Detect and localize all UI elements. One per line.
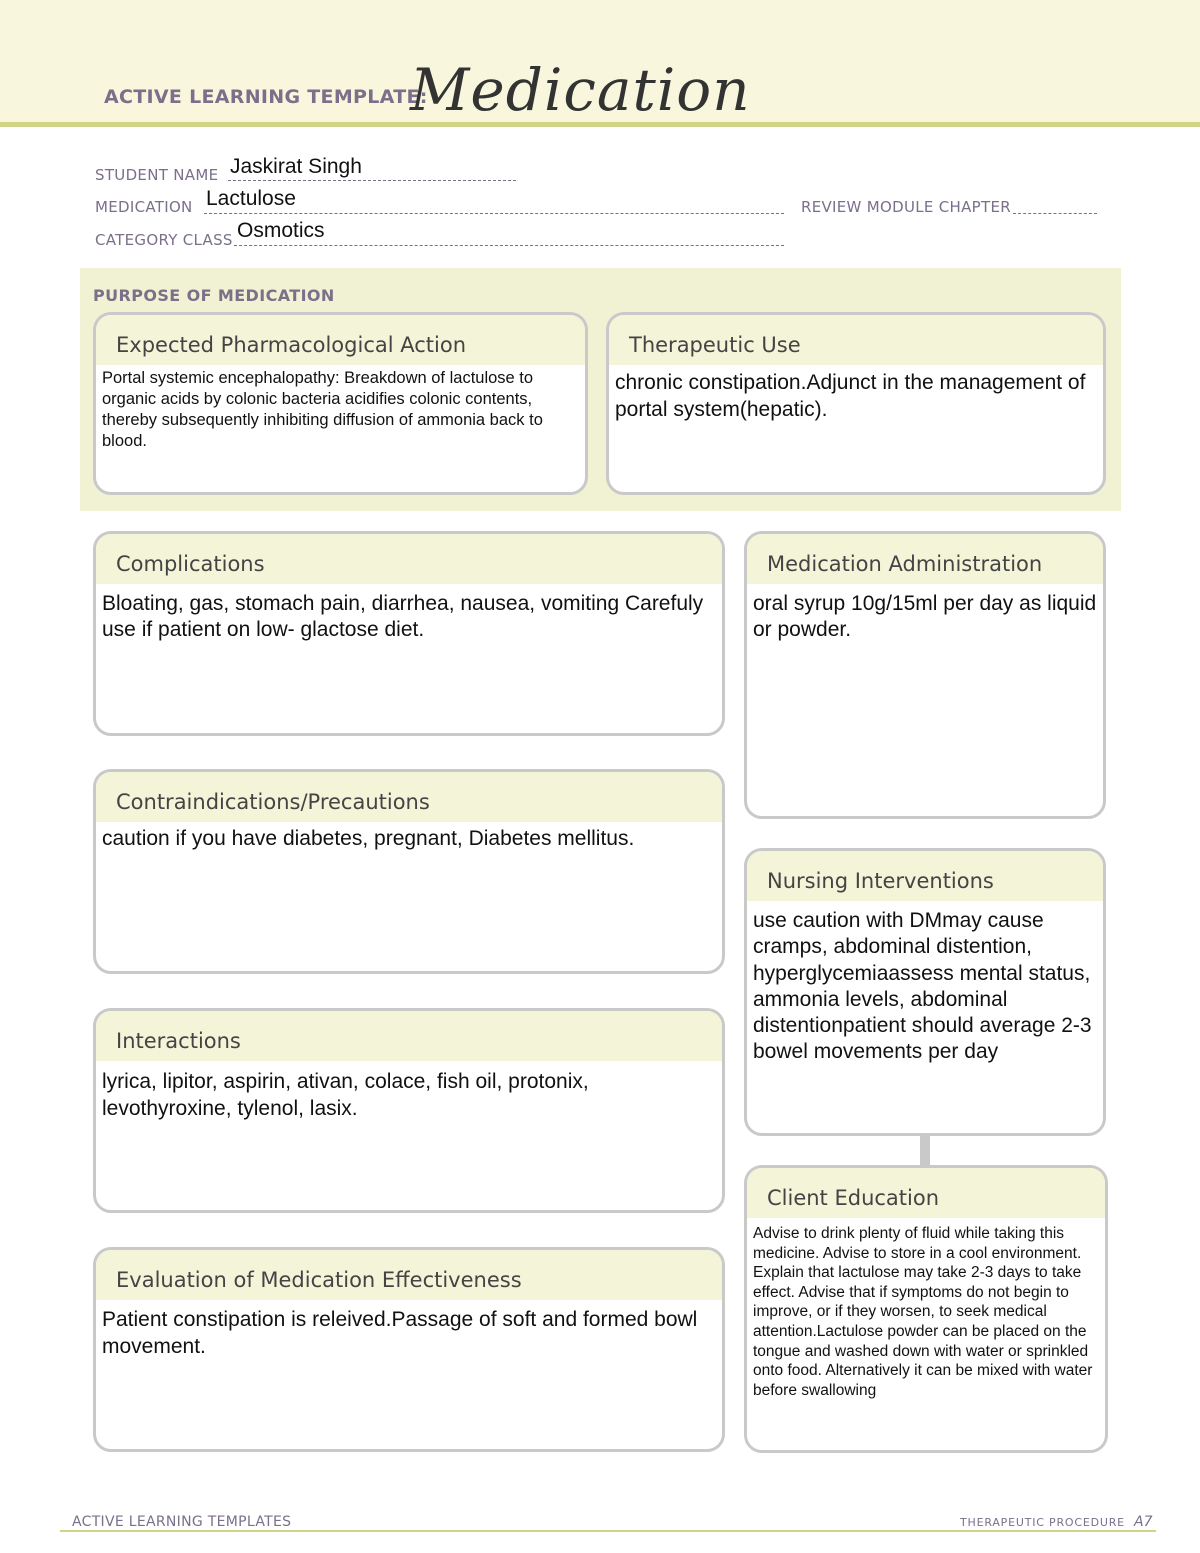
medication-value[interactable]: Lactulose — [206, 187, 296, 210]
expected-action-box — [93, 312, 588, 495]
expected-action-text[interactable]: Portal systemic encephalopathy: Breakdown of lactulose to organic acids by colonic bacteria acidifies colonic contents, thereby subsequently inhibiting diffusion of ammonia back to blood. — [102, 369, 543, 450]
nursing-text[interactable]: use caution with DMmay cause cramps, abdominal distention, hyperglycemiaassess mental status, ammonia levels, abdominal distentionpatient should average 2-3 bowel movements per day — [753, 909, 1092, 1064]
complications-heading: Complications — [96, 534, 722, 584]
medication-underline — [204, 213, 784, 214]
footer-page-number: A7 — [1134, 1514, 1153, 1530]
client-education-box — [744, 1165, 1108, 1453]
administration-text[interactable]: oral syrup 10g/15ml per day as liquid or powder. — [753, 592, 1097, 641]
template-label: ACTIVE LEARNING TEMPLATE: — [104, 86, 428, 108]
complications-box — [93, 531, 725, 736]
footer-left: ACTIVE LEARNING TEMPLATES — [72, 1514, 292, 1530]
client-education-text[interactable]: Advise to drink plenty of fluid while taking this medicine. Advise to store in a cool environment. Explain that lactulose may take 2-3 days to take effect. Advise that if symptoms do not begin to improve, or if they worsen, to seek medical attention.Lactulose powder can be placed on the tongue and washed down with water or sprinkled onto food. Alternatively it can be mixed with water before swallowing — [753, 1225, 1093, 1399]
nursing-heading: Nursing Interventions — [747, 851, 1103, 901]
evaluation-heading: Evaluation of Medication Effectiveness — [96, 1250, 722, 1300]
student-name-value[interactable]: Jaskirat Singh — [230, 155, 362, 178]
category-class-label: CATEGORY CLASS — [95, 231, 233, 249]
review-module-label: REVIEW MODULE CHAPTER — [801, 198, 1011, 216]
student-name-underline — [228, 180, 516, 181]
template-title: Medication — [410, 56, 751, 124]
therapeutic-use-heading: Therapeutic Use — [609, 315, 1103, 365]
contraindications-heading: Contraindications/Precautions — [96, 772, 722, 822]
client-education-heading: Client Education — [747, 1168, 1105, 1218]
therapeutic-use-box — [606, 312, 1106, 495]
administration-heading: Medication Administration — [747, 534, 1103, 584]
complications-text[interactable]: Bloating, gas, stomach pain, diarrhea, nausea, vomiting Carefuly use if patient on low- glactose diet. — [102, 592, 704, 641]
category-class-underline — [234, 245, 784, 246]
category-class-value[interactable]: Osmotics — [237, 219, 325, 242]
contraindications-text[interactable]: caution if you have diabetes, pregnant, Diabetes mellitus. — [102, 827, 635, 850]
interactions-heading: Interactions — [96, 1011, 722, 1061]
nursing-box — [744, 848, 1106, 1136]
administration-box — [744, 531, 1106, 819]
purpose-title: PURPOSE OF MEDICATION — [93, 286, 335, 305]
interactions-box — [93, 1008, 725, 1213]
evaluation-text[interactable]: Patient constipation is releived.Passage of soft and formed bowl movement. — [102, 1308, 698, 1358]
footer-right: THERAPEUTIC PROCEDURE — [960, 1516, 1125, 1529]
therapeutic-use-text[interactable]: chronic constipation.Adjunct in the management of portal system(hepatic). — [615, 371, 1086, 421]
connector-bar — [920, 1135, 930, 1167]
expected-action-heading: Expected Pharmacological Action — [96, 315, 585, 365]
evaluation-box — [93, 1247, 725, 1452]
interactions-text[interactable]: lyrica, lipitor, aspirin, ativan, colace, fish oil, protonix, levothyroxine, tylenol, lasix. — [102, 1070, 589, 1120]
medication-label: MEDICATION — [95, 198, 193, 216]
review-module-underline — [1013, 213, 1097, 214]
contraindications-box — [93, 769, 725, 974]
footer-rule — [60, 1530, 1156, 1532]
student-name-label: STUDENT NAME — [95, 166, 219, 184]
